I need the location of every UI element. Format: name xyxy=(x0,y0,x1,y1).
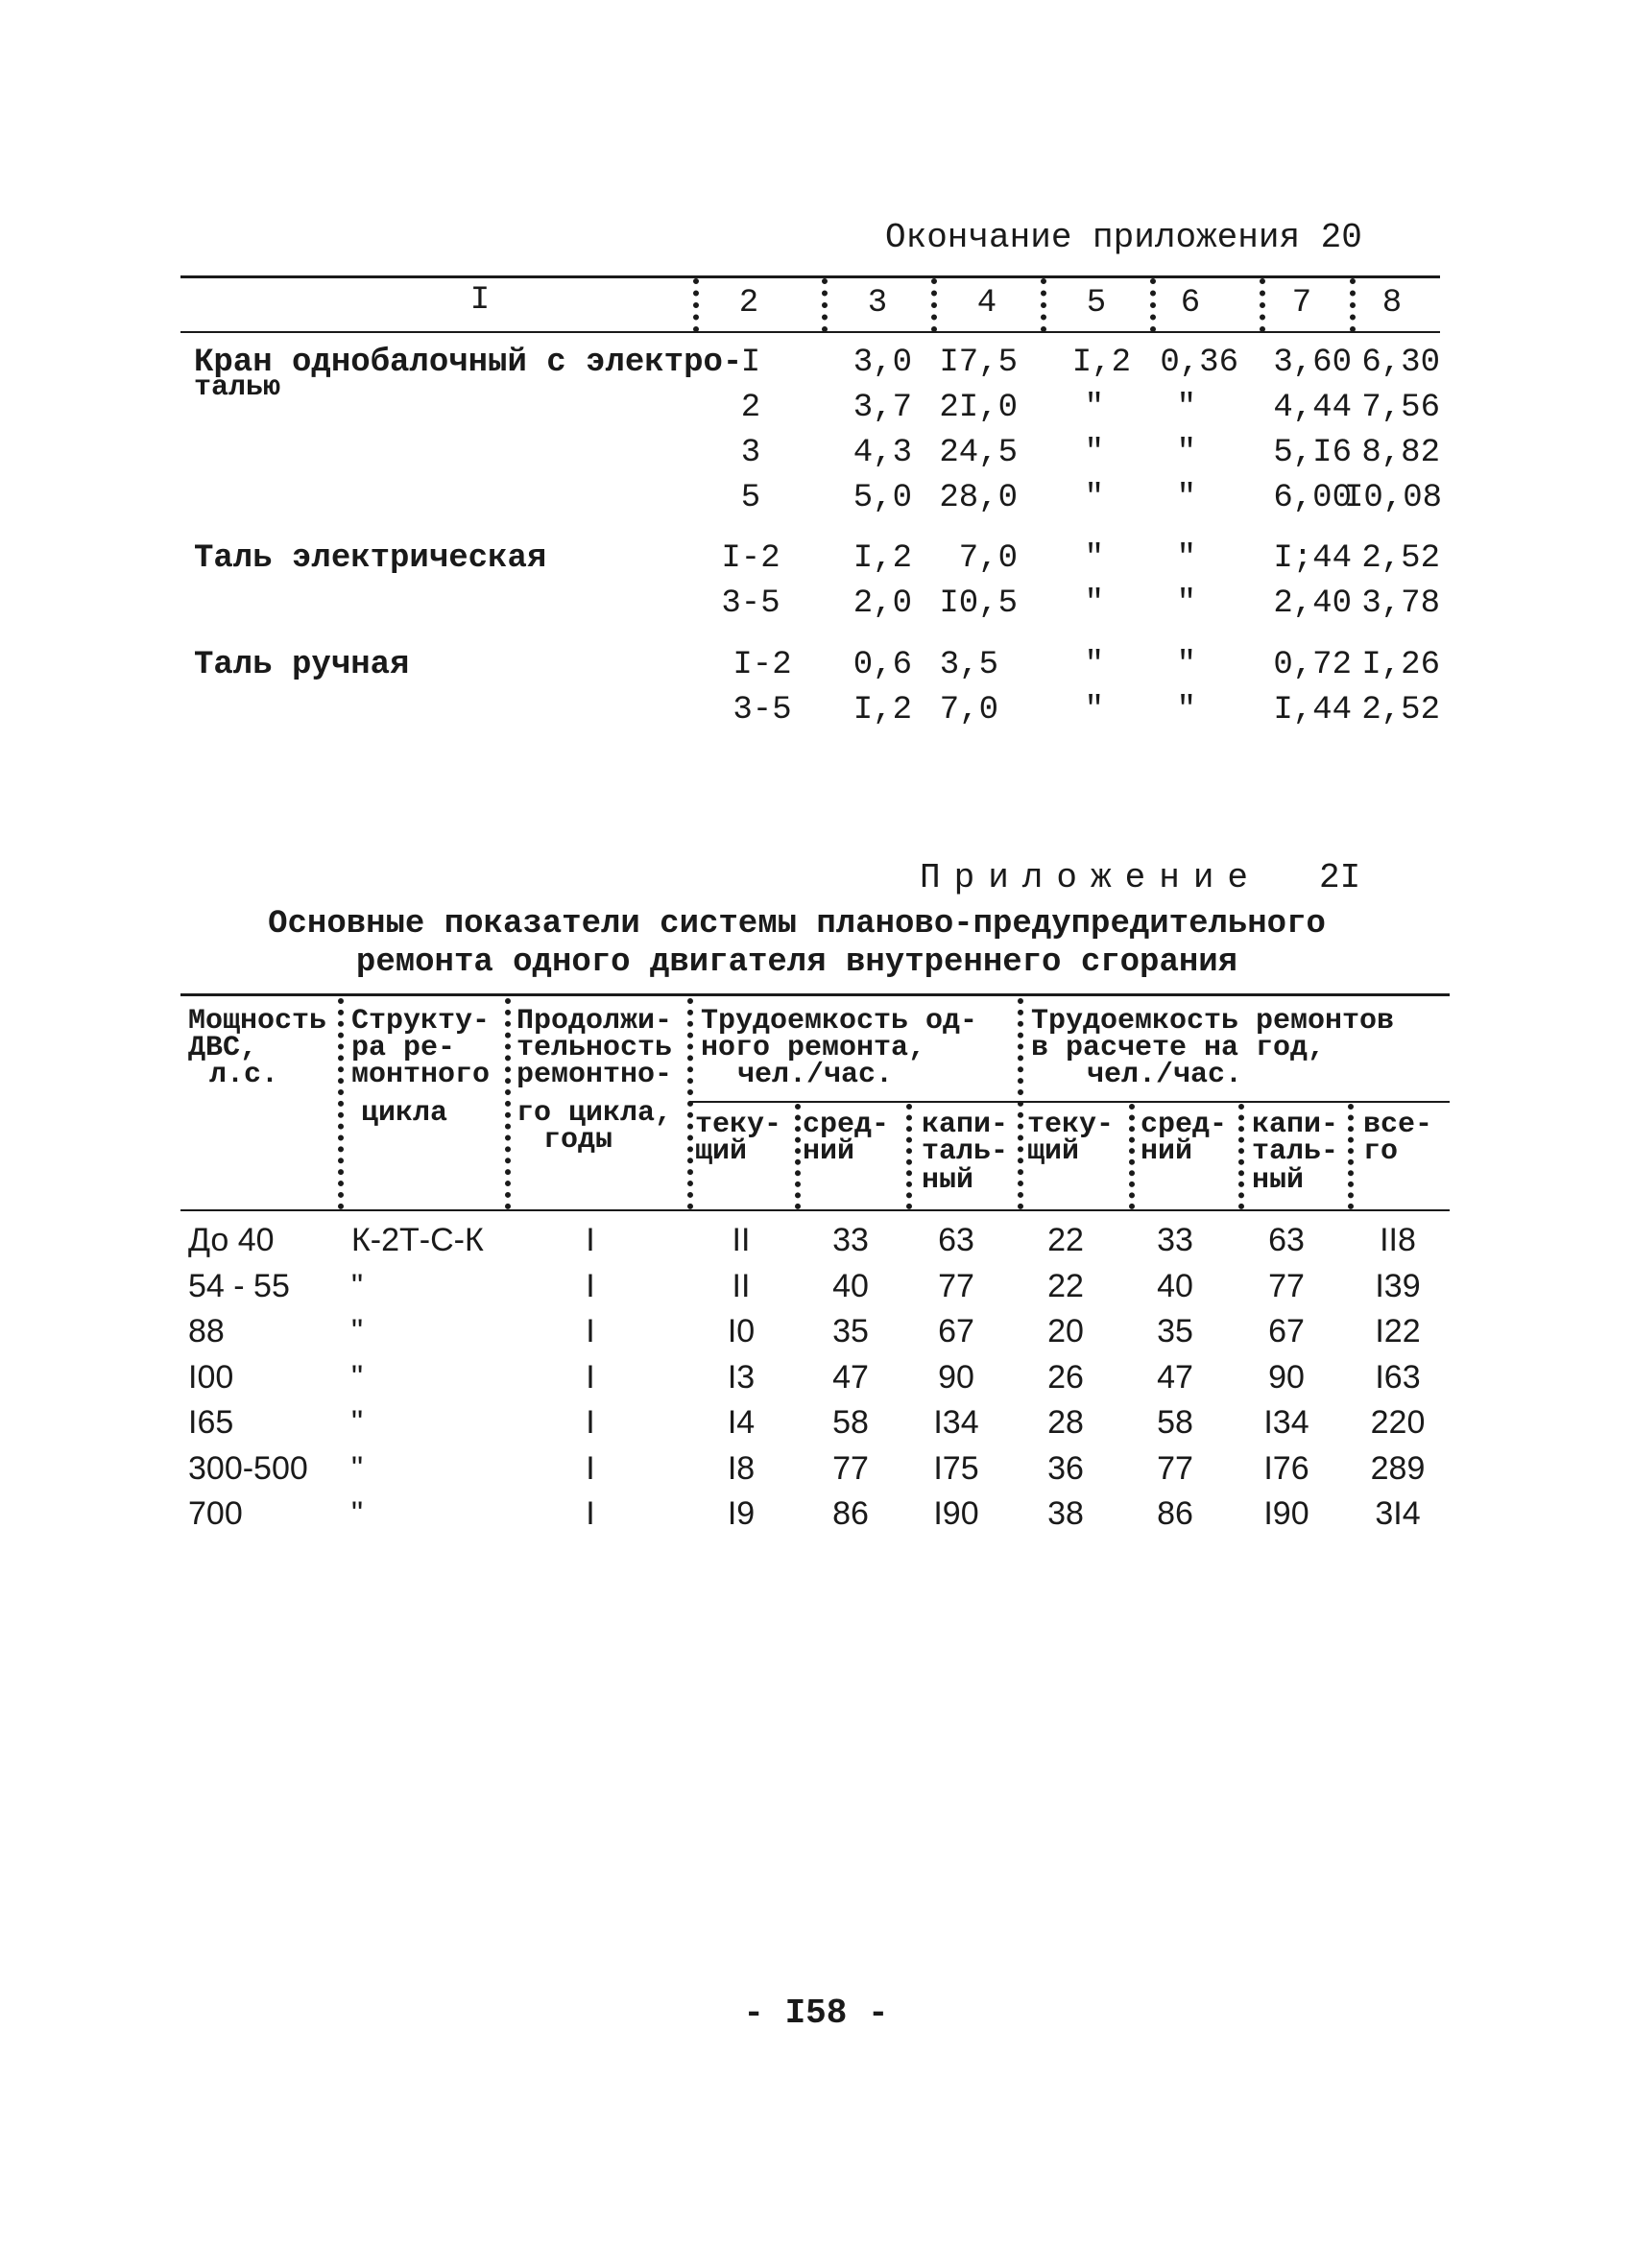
cell-current-year: 22 xyxy=(1047,1222,1084,1258)
cell-current: I9 xyxy=(727,1495,756,1532)
cell-structure: " xyxy=(351,1495,364,1532)
col-separator xyxy=(687,998,693,1209)
cell-current: II xyxy=(732,1222,751,1258)
cell-structure: " xyxy=(351,1358,364,1396)
table20-item-name: Кран однобалочный с электро- xyxy=(194,345,743,381)
cell-medium: 86 xyxy=(832,1495,869,1532)
cell-structure: К-2Т-С-К xyxy=(351,1222,484,1258)
cell-medium: 35 xyxy=(832,1313,869,1349)
appendix-number: 2I xyxy=(1319,858,1361,897)
cell-capital: I34 xyxy=(933,1404,979,1441)
cell-total: 3I4 xyxy=(1375,1495,1421,1532)
table20-item-name: Таль электрическая xyxy=(194,540,547,577)
table21-title-line2: ремонта одного двигателя внутреннего сгорания xyxy=(355,944,1238,981)
cell-capital: I75 xyxy=(933,1449,979,1487)
header-labor-one: Трудоемкость од- xyxy=(701,1005,978,1038)
cell-capital-year: 67 xyxy=(1268,1313,1305,1349)
cell-total: II8 xyxy=(1380,1222,1416,1258)
header-duration: Продолжи- xyxy=(516,1005,673,1038)
table20-header-rule xyxy=(180,331,1440,333)
cell-power: 54 - 55 xyxy=(188,1267,290,1304)
cell-duration: I xyxy=(586,1449,595,1487)
col-separator xyxy=(1238,1104,1244,1209)
cell-current-year: 36 xyxy=(1047,1449,1084,1487)
cell-power: I65 xyxy=(188,1404,234,1441)
cell-capital: 63 xyxy=(938,1222,974,1258)
cell-capital-year: I34 xyxy=(1263,1404,1309,1441)
col-number-8: 8 xyxy=(1381,285,1403,322)
cell-current-year: 28 xyxy=(1047,1404,1084,1441)
col-separator xyxy=(1350,278,1356,332)
cell-medium: 47 xyxy=(832,1358,869,1396)
cell-medium-year: 77 xyxy=(1157,1449,1193,1487)
subheader-capital: капи- xyxy=(922,1109,1009,1141)
cell-total: 289 xyxy=(1370,1449,1426,1487)
col-separator xyxy=(505,998,511,1209)
col-separator xyxy=(931,278,937,332)
cell-structure: " xyxy=(351,1267,364,1304)
cell-duration: I xyxy=(586,1267,595,1304)
col-separator xyxy=(1041,278,1046,332)
header-structure: Структу- xyxy=(351,1005,491,1038)
cell-power: I00 xyxy=(188,1358,234,1396)
col-separator xyxy=(795,1104,801,1209)
cell-duration: I xyxy=(586,1222,595,1258)
cell-medium-year: 58 xyxy=(1157,1404,1193,1441)
subheader-medium: сред- xyxy=(803,1109,890,1141)
cell-structure: " xyxy=(351,1313,364,1349)
subheader-current-year: теку- xyxy=(1027,1109,1115,1141)
cell-capital: 77 xyxy=(938,1267,974,1304)
cell-capital: 67 xyxy=(938,1313,974,1349)
col-number-3: 3 xyxy=(867,285,888,322)
subheader-rule xyxy=(689,1101,1450,1103)
cell-medium: 77 xyxy=(832,1449,869,1487)
header-power: Мощность xyxy=(188,1005,327,1038)
cell-total: I63 xyxy=(1375,1358,1421,1396)
cell-total: I39 xyxy=(1375,1267,1421,1304)
cell-current: I8 xyxy=(727,1449,756,1487)
cell-current: I4 xyxy=(727,1404,756,1441)
cell-structure: " xyxy=(351,1449,364,1487)
cell-capital-year: I90 xyxy=(1263,1495,1309,1532)
col-number-7: 7 xyxy=(1291,285,1312,322)
cell-current-year: 20 xyxy=(1047,1313,1084,1349)
table20-item-name-cont: талью xyxy=(194,371,281,404)
cell-duration: I xyxy=(586,1313,595,1349)
appendix-label: Приложение xyxy=(920,858,1262,897)
cell-capital: 90 xyxy=(938,1358,974,1396)
cell-power: До 40 xyxy=(188,1222,275,1258)
cell-total: 220 xyxy=(1370,1404,1426,1441)
cell-structure: " xyxy=(351,1404,364,1441)
subheader-medium-year: сред- xyxy=(1141,1109,1228,1141)
col-separator xyxy=(1150,278,1156,332)
cell-current: I0 xyxy=(727,1313,756,1349)
table20-item-name: Таль ручная xyxy=(194,647,410,683)
col-separator xyxy=(1129,1104,1135,1209)
cell-medium: 58 xyxy=(832,1404,869,1441)
cell-medium-year: 35 xyxy=(1157,1313,1193,1349)
cell-medium-year: 86 xyxy=(1157,1495,1193,1532)
cell-power: 300-500 xyxy=(188,1449,308,1487)
col-number-5: 5 xyxy=(1086,285,1107,322)
cell-medium: 33 xyxy=(832,1222,869,1258)
col-separator xyxy=(693,278,699,332)
cell-total: I22 xyxy=(1375,1313,1421,1349)
cell-current-year: 38 xyxy=(1047,1495,1084,1532)
cell-medium-year: 47 xyxy=(1157,1358,1193,1396)
cell-current: I3 xyxy=(727,1358,756,1396)
col-separator xyxy=(338,998,344,1209)
cell-duration: I xyxy=(586,1404,595,1441)
cell-capital: I90 xyxy=(933,1495,979,1532)
table21-top-rule xyxy=(180,993,1450,996)
header-labor-year: Трудоемкость ремонтов xyxy=(1031,1005,1395,1038)
cell-capital-year: 77 xyxy=(1268,1267,1305,1304)
cell-capital-year: I76 xyxy=(1263,1449,1309,1487)
cell-duration: I xyxy=(586,1358,595,1396)
subheader-current: теку- xyxy=(695,1109,782,1141)
cell-medium: 40 xyxy=(832,1267,869,1304)
cell-medium-year: 40 xyxy=(1157,1267,1193,1304)
col-number-4: 4 xyxy=(976,285,997,322)
subheader-total: все- xyxy=(1363,1109,1433,1141)
cell-medium-year: 33 xyxy=(1157,1222,1193,1258)
cell-power: 88 xyxy=(188,1313,225,1349)
table21-header-bottom-rule xyxy=(180,1209,1450,1211)
col-number-2: 2 xyxy=(738,285,759,322)
subheader-capital-year: капи- xyxy=(1252,1109,1339,1141)
col-number-6: 6 xyxy=(1180,285,1201,322)
cell-capital-year: 90 xyxy=(1268,1358,1305,1396)
col-separator xyxy=(1348,1104,1354,1209)
cell-duration: I xyxy=(586,1495,595,1532)
cell-capital-year: 63 xyxy=(1268,1222,1305,1258)
col-number-1: I xyxy=(469,282,491,319)
page-number: - I58 - xyxy=(743,1993,889,2033)
cell-power: 700 xyxy=(188,1495,243,1532)
table20-top-rule xyxy=(180,275,1440,278)
cell-current-year: 26 xyxy=(1047,1358,1084,1396)
table21-title-line1: Основные показатели системы планово-предупредительного xyxy=(268,906,1326,943)
col-separator xyxy=(822,278,828,332)
col-separator xyxy=(1018,998,1023,1209)
col-separator xyxy=(906,1104,912,1209)
col-separator xyxy=(1260,278,1265,332)
cell-current: II xyxy=(732,1267,751,1304)
cell-current-year: 22 xyxy=(1047,1267,1084,1304)
table20-heading: Окончание приложения 20 xyxy=(885,218,1362,257)
